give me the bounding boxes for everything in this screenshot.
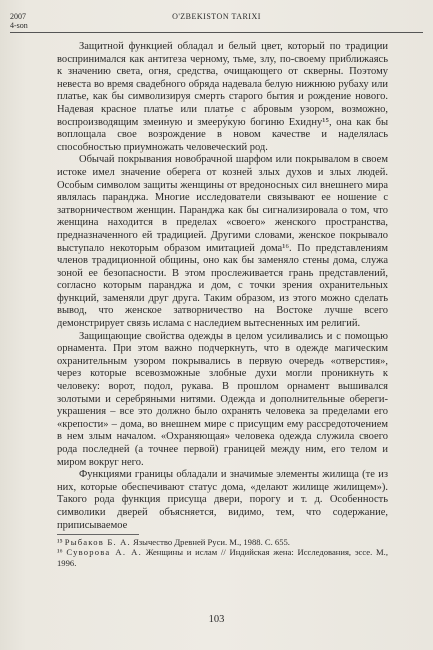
- footnote-author: Рыбаков Б. А.: [64, 537, 131, 548]
- header-year: 2007: [10, 12, 26, 21]
- paragraph: Защищающие свойства одежды в целом усиливались и с помощью орнамента. При этом важно подчеркнуть, что в одежде магическим охранительным узором покрывались в первую очередь «отверстия», через которые всевозможные злобные духи могли проникнуть к человеку: ворот, подол, рукава. В прошлом орнамент вышивался золотыми и серебряными нитями. Одежда и дополнительные обереги-украшения – все это должно было охранять человека за пределами его «крепости» – дома, во внешнем мире с присущим ему рассредоточением в нем злым началом. «Охраняющая» человека одежда служила своего рода последней (а точнее первой) границей между ним, его телом и миром вокруг него.: [57, 330, 388, 468]
- paragraph: Защитной функцией обладал и белый цвет, который по традиции воспринимался как антитеза черному, тьме, злу, по-своему приближаясь к значению света, огня, средства, очищающего от скверны. Поэтому невеста во время свадебного обряда надевала белую нижнюю рубаху или платье, как бы символизируя смерть старого бытия и рождение нового. Надевая красное платье или платье с абровым узором, возможно, воспроизводящим змеиную и змееру́кую богиню Ехидну¹⁵, она как бы воплощала свое возрождение в новом качестве и наделялась способностью приумножать человеческий род.: [57, 41, 388, 153]
- footnote-rule: [57, 534, 139, 535]
- header-journal-title: O'ZBEKISTON TARIXI: [172, 12, 261, 21]
- footnote-mark: ¹⁵: [57, 537, 63, 548]
- footnote: [57, 547, 388, 567]
- footnote-mark: ¹⁶: [57, 547, 63, 558]
- paragraph: Обычай покрывания новобрачной шарфом или покрывалом в своем истоке имел значение оберега от козней злых духов и злых людей. Особым символом защиты женщины от вредоносных сил внешнего мира являлась паранджа. Многие исследователи связывают ее ношение с затворничеством женщин. Паранджа как бы сигнализировала о том, что женщина находится в пределах «своего» женского пространства, предназначенного ей традицией. Другими словами, женское покрывало выступало некоторым образом имитацией дома¹⁶. По представлениям членов традиционной общины, оно как бы заменяло стены дома, служа зоной ее безопасности. В этом прослеживается грань представлений, согласно которым паранджа и дом, с точки зрения охранительных функций, заменяли друг друга. Таким образом, из этого можно сделать вывод, что женское затворничество на Востоке лучше всего демонстрирует связь ислама с наследием вытесненных им религий.: [57, 154, 388, 330]
- footnote-text: Язычество Древней Руси. М., 1988. С. 655.: [130, 537, 290, 548]
- footnote-text: Женщины и ислам // Индийская жена: Исследования, эссе. М., 1996.: [57, 547, 388, 568]
- running-header: [10, 12, 423, 32]
- article-body: [57, 41, 388, 568]
- header-rule: [10, 32, 423, 33]
- footnote: [57, 537, 388, 547]
- footnote-author: Суворова А. А.: [66, 547, 142, 558]
- page-number: 103: [208, 614, 225, 625]
- paragraph: Функциями границы обладали и значимые элементы жилища (те из них, которые обеспечивают статус дома, «делают жилище жилищем»). Такого рода функция присуща двери, порогу и т. д. Особенность символики дверей объясняется, видимо, тем, что содержание, приписываемое: [57, 469, 388, 531]
- header-issue: 4-son: [10, 21, 28, 30]
